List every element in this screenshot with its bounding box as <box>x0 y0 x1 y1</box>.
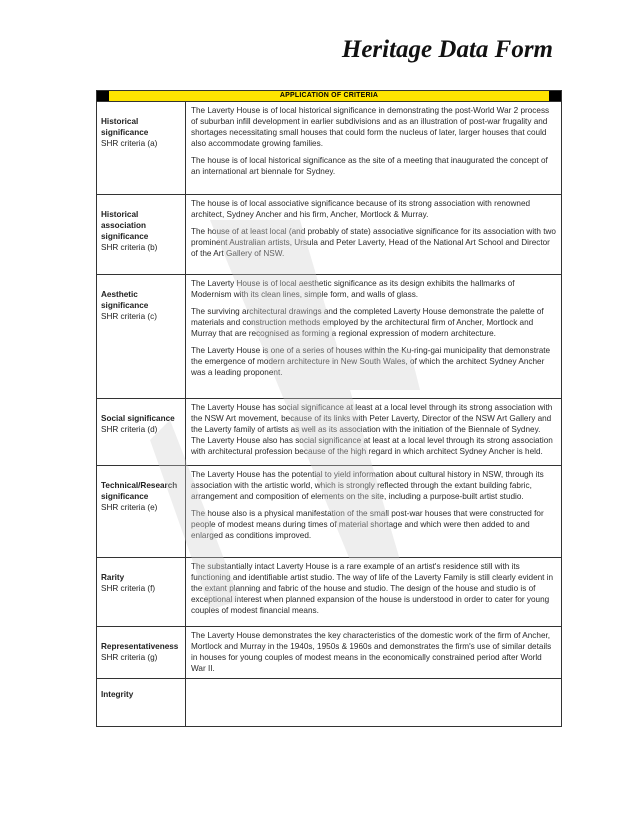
description-paragraph: The substantially intact Laverty House is a rare example of an artist's residence still with its functioning and identifiable artist studio. The way of life of the Laverty Family is still clearly evident in the extant planning and fabric of the house and studio. The design of the house and studio is of exceptional interest when planned expansion of the house is understood in order to cater for young couples of modest financial means. <box>191 562 554 615</box>
criteria-row-aesthetic <box>97 275 562 399</box>
criteria-name: Representativeness <box>101 642 179 651</box>
description-paragraph: The Laverty House has social significance at least at a local level through its strong association with the NSW Art movement, because of its links with Peter Laverty, Director of the NSW Art Gallery and the Laverty family of artists as well as its association with the initiation of the Biennale of Sydney. The Laverty House also has social significance at least at a local level through its strong association with architectural profession because of the high regard in which architect Sydney Ancher is held. <box>191 403 553 456</box>
criteria-row-integrity <box>97 679 562 727</box>
criteria-label-cell <box>97 627 186 679</box>
criteria-name: Historical association significance <box>101 210 149 241</box>
criteria-name: Historical significance <box>101 117 149 137</box>
criteria-code: SHR criteria (g) <box>101 653 158 662</box>
description-paragraph: The surviving architectural drawings and the completed Laverty House demonstrate the palette of materials and construction methods employed by the architectural firm of Ancher, Mortlock and Murray that are recognised as forming a regional expression of modern architecture. <box>191 307 544 338</box>
criteria-description <box>186 627 562 679</box>
criteria-name: Rarity <box>101 573 125 582</box>
criteria-description <box>186 195 562 275</box>
description-paragraph: The house is of local associative significance because of its strong association with renowned architect, Sydney Ancher and his firm, Ancher, Mortlock & Murray. <box>191 199 531 219</box>
criteria-description <box>186 102 562 195</box>
criteria-row-social <box>97 399 562 466</box>
criteria-description-empty <box>186 679 562 727</box>
description-paragraph: The Laverty House demonstrates the key characteristics of the domestic work of the firm of Ancher, Mortlock and Murray in the 1940s, 1950s & 1960s and demonstrates the firm's use of similar details in houses for young couples of modest means in the economically constrained period after World War II. <box>191 631 552 673</box>
form-title: Heritage Data Form <box>341 36 553 63</box>
criteria-name: Technical/Research significance <box>101 481 178 501</box>
criteria-description <box>186 558 562 627</box>
description-paragraph: The Laverty House is of local historical significance in demonstrating the post-World War 2 process of suburban infill development in earlier subdivisions and as an illustration of post-war frugality and shortages necessitating small houses that could form the nucleus of later, larger houses that could also accommodate growing families. <box>191 106 550 148</box>
criteria-label-cell <box>97 466 186 558</box>
criteria-header-row <box>97 91 562 102</box>
criteria-name: Aesthetic significance <box>101 290 149 310</box>
criteria-header <box>97 91 562 102</box>
criteria-code: SHR criteria (e) <box>101 503 158 512</box>
criteria-description <box>186 275 562 399</box>
description-paragraph: The house is of local historical significance as the site of a meeting that inaugurated the concept of an international art biennale for Sydney. <box>191 156 548 176</box>
criteria-table <box>96 90 562 727</box>
criteria-name: Integrity <box>101 690 134 699</box>
description-paragraph: The Laverty House has the potential to yield information about cultural history in NSW, through its association with the artistic world, which is strongly reflected through the extant building fabric, arrangement and composition of elements on the site, including a purpose-built artist studio. <box>191 470 544 501</box>
criteria-row-representativeness <box>97 627 562 679</box>
criteria-description <box>186 399 562 466</box>
criteria-description <box>186 466 562 558</box>
criteria-label-cell <box>97 195 186 275</box>
criteria-name: Social significance <box>101 414 175 423</box>
description-paragraph: The house also is a physical manifestation of the small post-war houses that were constructed for people of modest means during times of material shortage and which were then added to and enlarged as conditions improved. <box>191 509 544 540</box>
criteria-row-technical <box>97 466 562 558</box>
criteria-header-label: APPLICATION OF CRITERIA <box>109 91 549 101</box>
criteria-code: SHR criteria (c) <box>101 312 157 321</box>
criteria-label-cell <box>97 679 186 727</box>
criteria-code: SHR criteria (b) <box>101 243 158 252</box>
criteria-label-cell <box>97 102 186 195</box>
criteria-label-cell <box>97 558 186 627</box>
criteria-row-historical <box>97 102 562 195</box>
criteria-code: SHR criteria (d) <box>101 425 158 434</box>
criteria-row-rarity <box>97 558 562 627</box>
criteria-label-cell <box>97 399 186 466</box>
criteria-label-cell <box>97 275 186 399</box>
criteria-code: SHR criteria (f) <box>101 584 156 593</box>
description-paragraph: The Laverty House is one of a series of houses within the Ku-ring-gai municipality that demonstrate the emergence of modern architecture in New South Wales, of which the architect Sydney Ancher was a leading proponent. <box>191 346 551 377</box>
criteria-row-historical-association <box>97 195 562 275</box>
description-paragraph: The house of at least local (and probably of state) associative significance for its association with two prominent Australian artists, Ursula and Peter Laverty, Head of the National Art School and Director of the Art Gallery of NSW. <box>191 227 556 258</box>
description-paragraph: The Laverty House is of local aesthetic significance as its design exhibits the hallmarks of Modernism with its clean lines, simple form, and walls of glass. <box>191 279 515 299</box>
criteria-code: SHR criteria (a) <box>101 139 158 148</box>
